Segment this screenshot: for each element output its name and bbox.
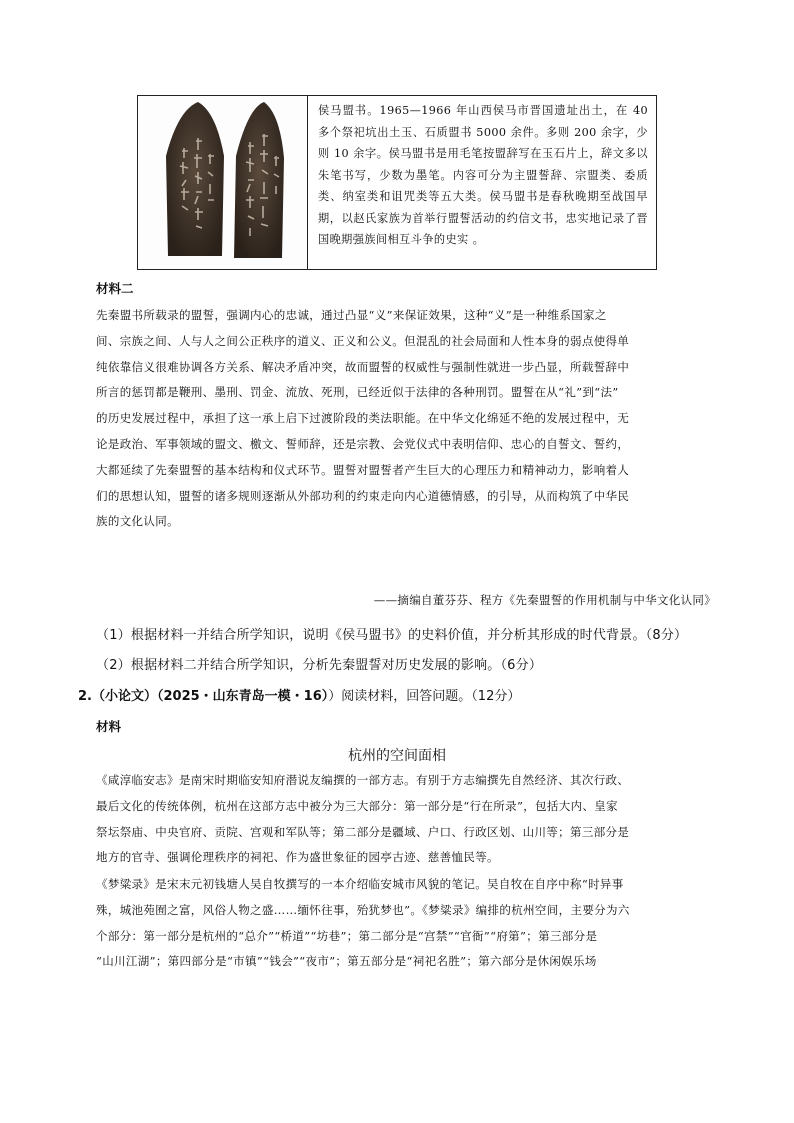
paragraph-line: 论是政治、军事领域的盟文、檄文、誓师辞，还是宗教、会党仪式中表明信仰、忠心的自誓文、誓约， <box>96 436 630 451</box>
paragraph-line: “山川江湖”；第四部分是“市镇”“钱会”“夜市”；第五部分是“祠祀名胜”；第六部分是休闲娱乐场 <box>96 954 597 969</box>
material-label: 材料 <box>96 719 122 734</box>
paragraph-line: 们的思想认知，盟誓的诸多规则逐渐从外部功利的约束走向内心道德情感，的引导，从而构筑了中华民 <box>96 488 630 503</box>
paragraph-line: 《咸淳临安志》是南宋时期临安知府潜说友编撰的一部方志。有别于方志编撰先自然经济、其次行政、 <box>96 773 630 787</box>
paragraph-line: 《梦粱录》是宋末元初钱塘人吴自牧撰写的一本介绍临安城市风貌的笔记。吴自牧在自序中称“时异事 <box>96 877 624 891</box>
material-2-paragraph <box>96 303 722 535</box>
material-2-label: 材料二 <box>96 281 134 296</box>
problem-prefix: （小论文）（ <box>91 689 164 704</box>
paragraph-line: 最后文化的传统体例，杭州在这部方志中被分为三大部分：第一部分是“行在所录”，包括大内、皇家 <box>96 798 619 813</box>
question-1: （1）根据材料一并结合所学知识，说明《侯马盟书》的史料价值，并分析其形成的时代背景。（8分） <box>96 628 688 643</box>
tablet-stone-icon <box>138 96 306 269</box>
paragraph-line: 先秦盟书所载录的盟誓，强调内心的忠诚，通过凸显“义”来保证效果，这种“义”是一种维系国家之 <box>96 308 607 322</box>
houma-tablets-image <box>138 96 308 269</box>
paragraph-line: 族的文化认同。 <box>96 514 179 529</box>
problem-ref: 2025・山东青岛一模・16 <box>163 689 322 704</box>
paragraph-xianchun <box>96 768 722 871</box>
question-2: （2）根据材料二并结合所学知识，分析先秦盟誓对历史发展的影响。（6分） <box>96 658 543 673</box>
paragraph-line: 间、宗族之间、人与人之间公正秩序的道义、正义和公义。但混乱的社会局面和人性本身的弱点使得单 <box>96 333 630 348</box>
paragraph-line: 祭坛祭庙、中央官府、贡院、宫观和军队等；第二部分是疆域、户口、行政区划、山川等；第三部分是 <box>96 824 630 839</box>
figure-caption: 侯马盟书。1965—1966 年山西侯马市晋国遗址出土，在 40 多个祭祀坑出土玉、石质盟书 5000 余件。多则 200 余字，少则 10 余字。侯马盟书是用毛笔按盟辞写在玉石片上，辞文多以朱笔书写，少数为墨笔。内容可分为主盟誓辞、宗盟类、委质类、纳室类和诅咒类等五大类。侯马盟书是春秋晚期至战国早期，以赵氏家族为首举行盟誓活动的约信文书，忠实地记录了晋国晚期强族间相互斗争的史实 。 <box>318 104 648 246</box>
figure-table <box>137 95 657 270</box>
paragraph-line: 的历史发展过程中，承担了这一承上启下过渡阶段的类法职能。在中华文化绵延不绝的发展过程中，无 <box>96 411 630 426</box>
paragraph-line: 大都延续了先秦盟誓的基本结构和仪式环节。盟誓对盟誓者产生巨大的心理压力和精神动力，影响着人 <box>96 462 630 477</box>
paragraph-line: 纯依靠信义很难协调各方关系、解决矛盾冲突，故而盟誓的权威性与强制性就进一步凸显，所载誓辞中 <box>96 359 630 374</box>
paragraph-line: 个部分：第一部分是杭州的“总介”“桥道”“坊巷”；第二部分是“宫禁”“官衙”“府第”；第三部分是 <box>96 928 598 943</box>
problem-2-header <box>78 685 520 704</box>
section-title: 杭州的空间面相 <box>348 748 446 764</box>
problem-instruction: ）阅读材料，回答问题。（12分） <box>328 689 521 704</box>
paragraph-line: 殊，城池苑囿之富，风俗人物之盛……缅怀往事，殆犹梦也”。《梦粱录》编排的杭州空间，主要分为六 <box>96 902 630 917</box>
paragraph-mengliang <box>96 872 722 975</box>
problem-suffix-paren: ） <box>321 689 329 704</box>
paragraph-line: 地方的官寺、强调伦理秩序的祠祀、作为盛世象征的园亭古迹、慈善恤民等。 <box>96 850 499 865</box>
paragraph-line: 所言的惩罚都是鞭刑、墨刑、罚金、流放、死刑，已经近似于法律的各种刑罚。盟誓在从“礼”到“法” <box>96 385 619 400</box>
source-citation: ——摘编自董芬芬、程方《先秦盟誓的作用机制与中华文化认同》 <box>373 593 716 607</box>
problem-number: 2. <box>78 689 92 704</box>
